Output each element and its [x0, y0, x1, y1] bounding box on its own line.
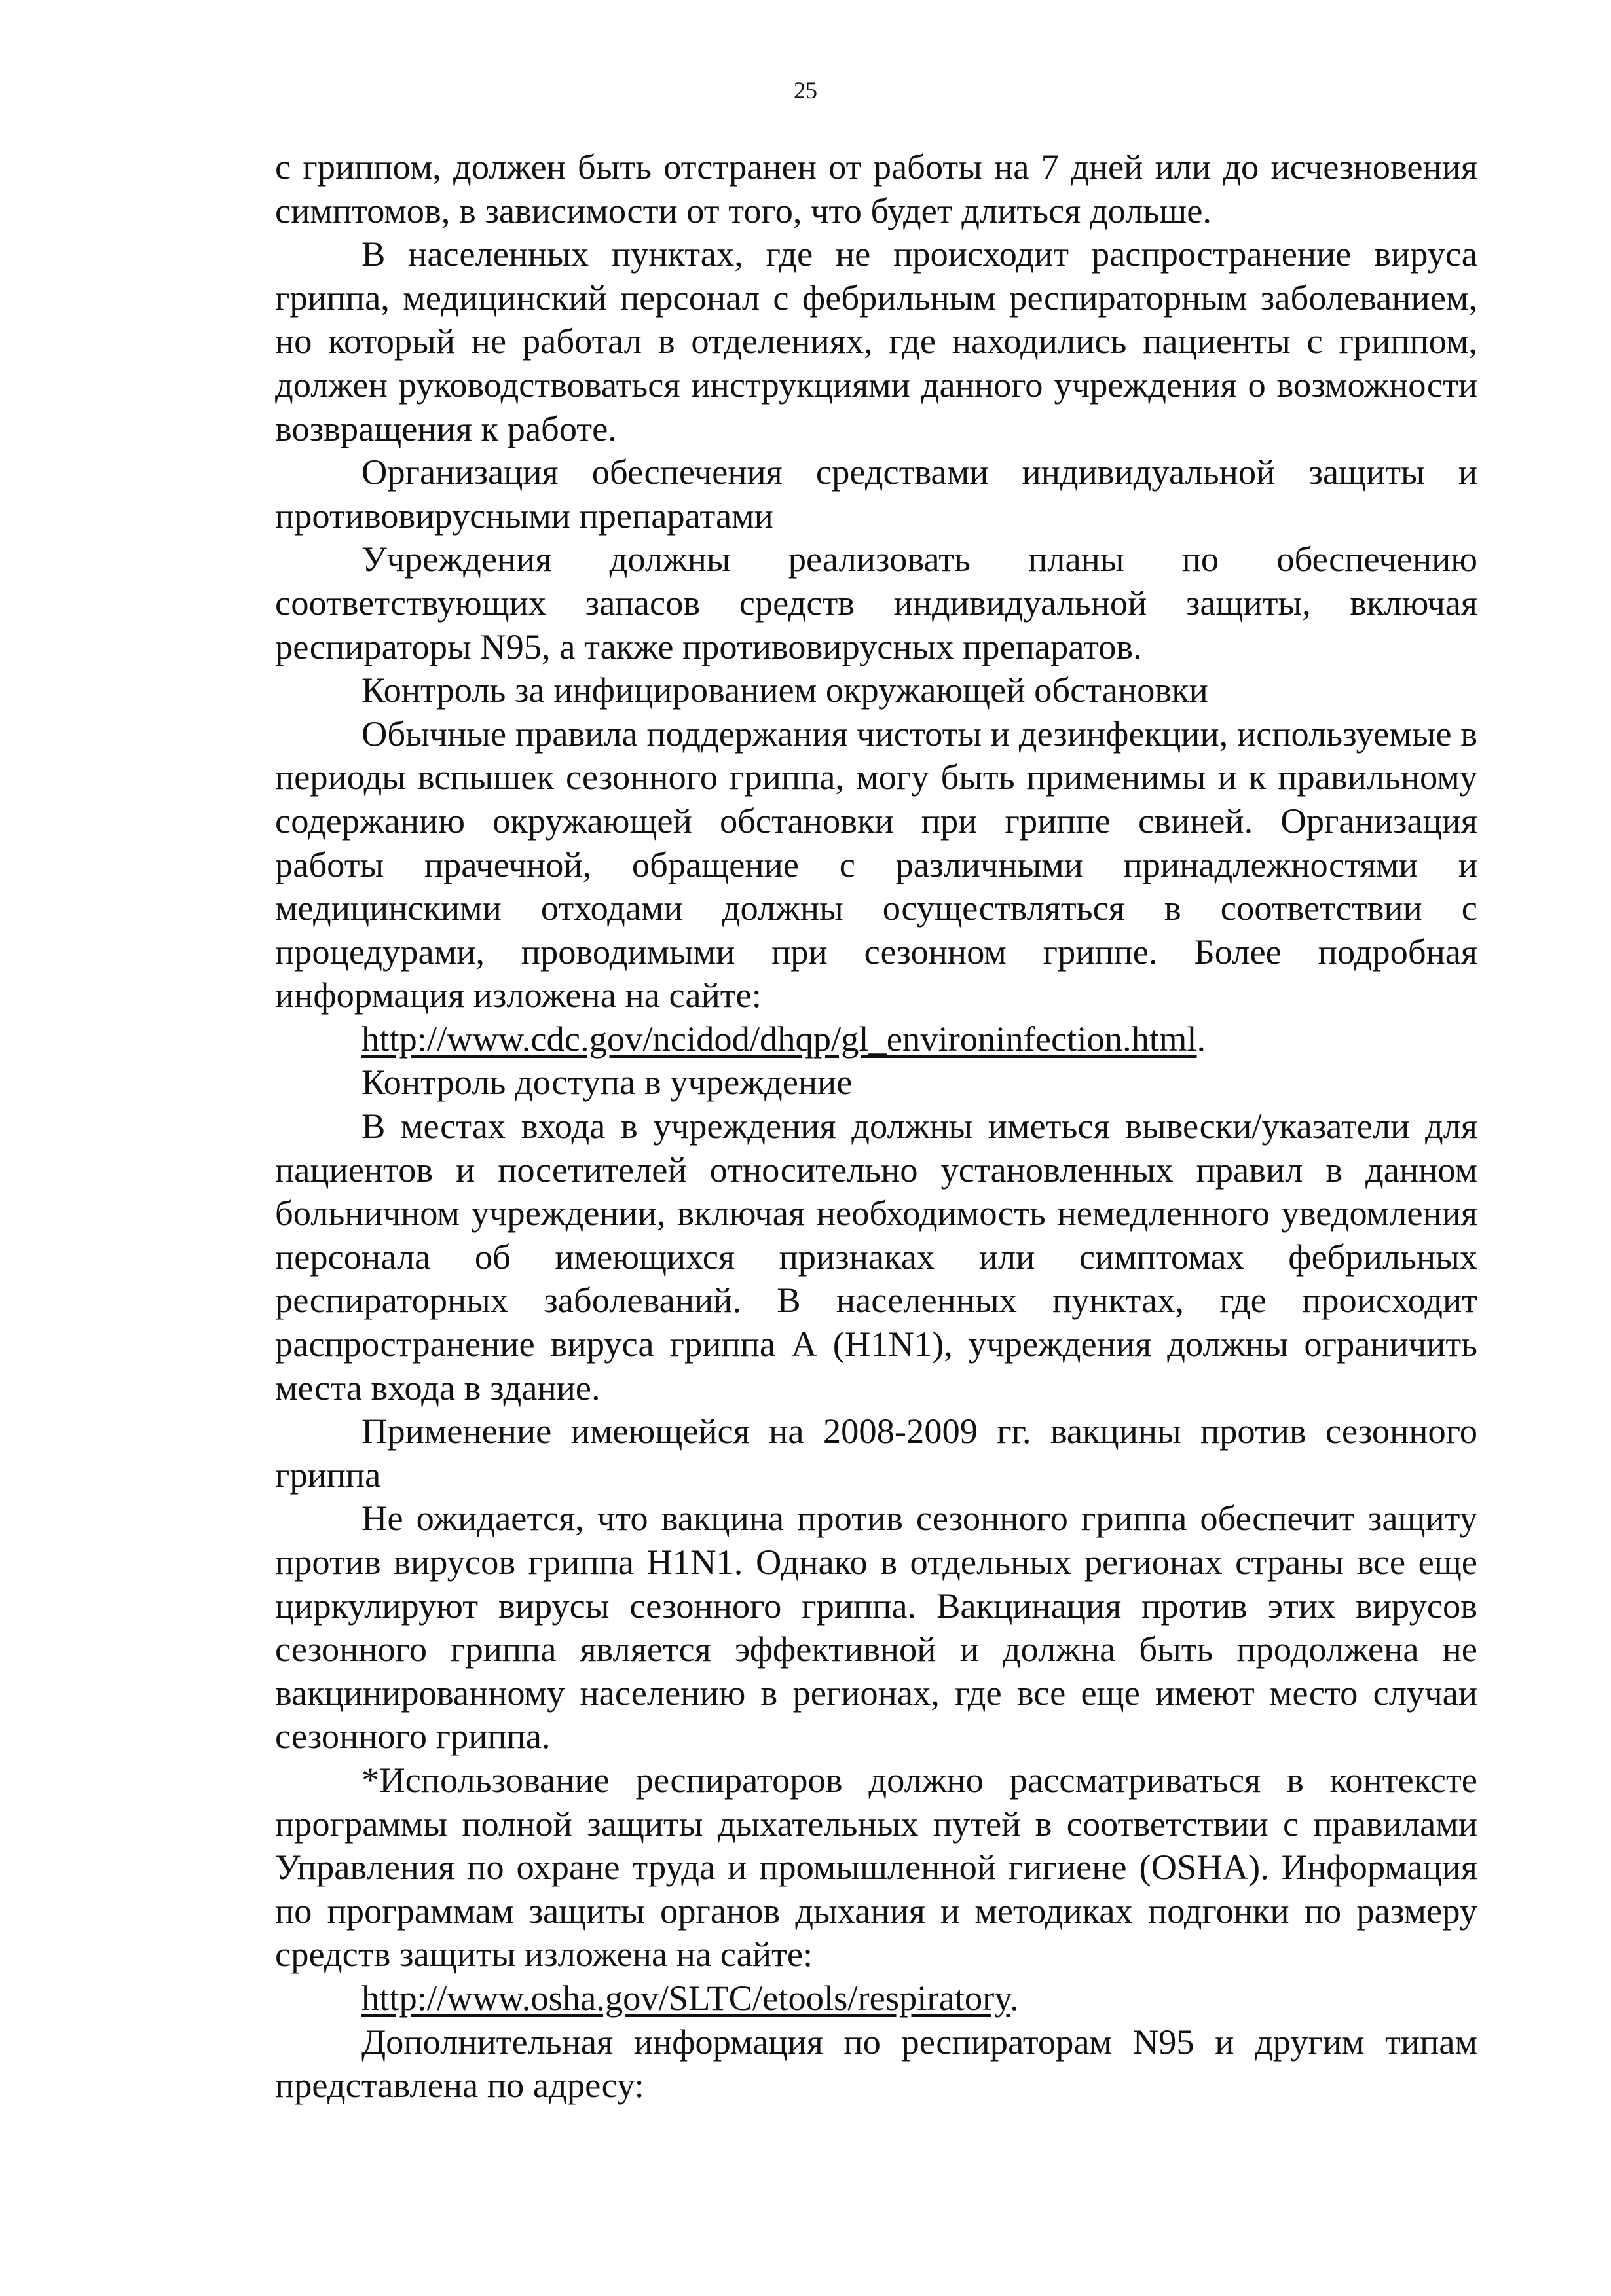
section-heading-ppe: Организация обеспечения средствами индивидуальной защиты и противовирусными препаратами — [275, 452, 1477, 536]
paragraph-access: В местах входа в учреждения должны иметься вывески/указатели для пациентов и посетителей относительно установленных правил в данном больничном учреждении, включая необходимость немедленного уведомления персонала об имеющихся признаках или симптомах фебрильных респираторных заболеваний. В населенных пунктах, где происходит распространение вируса гриппа А (H1N1), учреждения должны ограничить места входа в здание. — [275, 1106, 1477, 1408]
osha-link[interactable]: http://www.osha.gov/SLTC/etools/respiratory — [361, 1977, 1010, 2018]
section-heading-access: Контроль доступа в учреждение — [361, 1062, 853, 1102]
paragraph-environment: Обычные правила поддержания чистоты и дезинфекции, используемые в периоды вспышек сезонного гриппа, могу быть применимы и к правильному содержанию окружающей обстановки при гриппе свиней. Организация работы прачечной, обращение с различными принадлежностями и медицинскими отходами должны осуществляться в соответствии с процедурами, проводимыми при сезонном гриппе. Более подробная информация изложена на сайте: — [275, 713, 1477, 1015]
paragraph-ppe-supplies: Учреждения должны реализовать планы по обеспечению соответствующих запасов средств индивидуальной защиты, включая респираторы N95, а также противовирусных препаратов. — [275, 539, 1477, 666]
section-heading-environment: Контроль за инфицированием окружающей обстановки — [361, 670, 1208, 710]
paragraph-n95-info: Дополнительная информация по респираторам N95 и другим типам представлена по адресу: — [275, 2021, 1477, 2105]
cdc-link[interactable]: http://www.cdc.gov/ncidod/dhqp/gl_environinfection.html — [361, 1018, 1197, 1059]
osha-link-line — [275, 1977, 1477, 2020]
paragraph-return-to-work: В населенных пунктах, где не происходит распространение вируса гриппа, медицинский персонал с фебрильным респираторным заболеванием, но который не работал в отделениях, где находились пациенты с гриппом, должен руководствоваться инструкциями данного учреждения о возможности возвращения к работе. — [275, 234, 1477, 448]
paragraph-respirators-note: *Использование респираторов должно рассматриваться в контексте программы полной защиты дыхательных путей в соответствии с правилами Управления по охране труда и промышленной гигиене (OSHA). Информация по программам защиты органов дыхания и методиках подгонки по размеру средств защиты изложена на сайте: — [275, 1759, 1477, 1975]
section-heading-vaccine: Применение имеющейся на 2008-2009 гг. вакцины против сезонного гриппа — [275, 1411, 1477, 1495]
paragraph-continuation: с гриппом, должен быть отстранен от работы на 7 дней или до исчезновения симптомов, в зависимости от того, что будет длиться дольше. — [275, 147, 1477, 230]
osha-link-period: . — [1010, 1977, 1019, 2018]
paragraph-vaccine: Не ожидается, что вакцина против сезонного гриппа обеспечит защиту против вирусов гриппа H1N1. Однако в отдельных регионах страны все еще циркулируют вирусы сезонного гриппа. Вакцинация против этих вирусов сезонного гриппа является эффективной и должна быть продолжена не вакцинированному населению в регионах, где все еще имеют место случаи сезонного гриппа. — [275, 1498, 1477, 1757]
page-number: 25 — [794, 77, 817, 103]
cdc-link-line — [275, 1017, 1477, 1061]
cdc-link-period: . — [1196, 1018, 1206, 1059]
document-body — [275, 145, 1477, 2107]
